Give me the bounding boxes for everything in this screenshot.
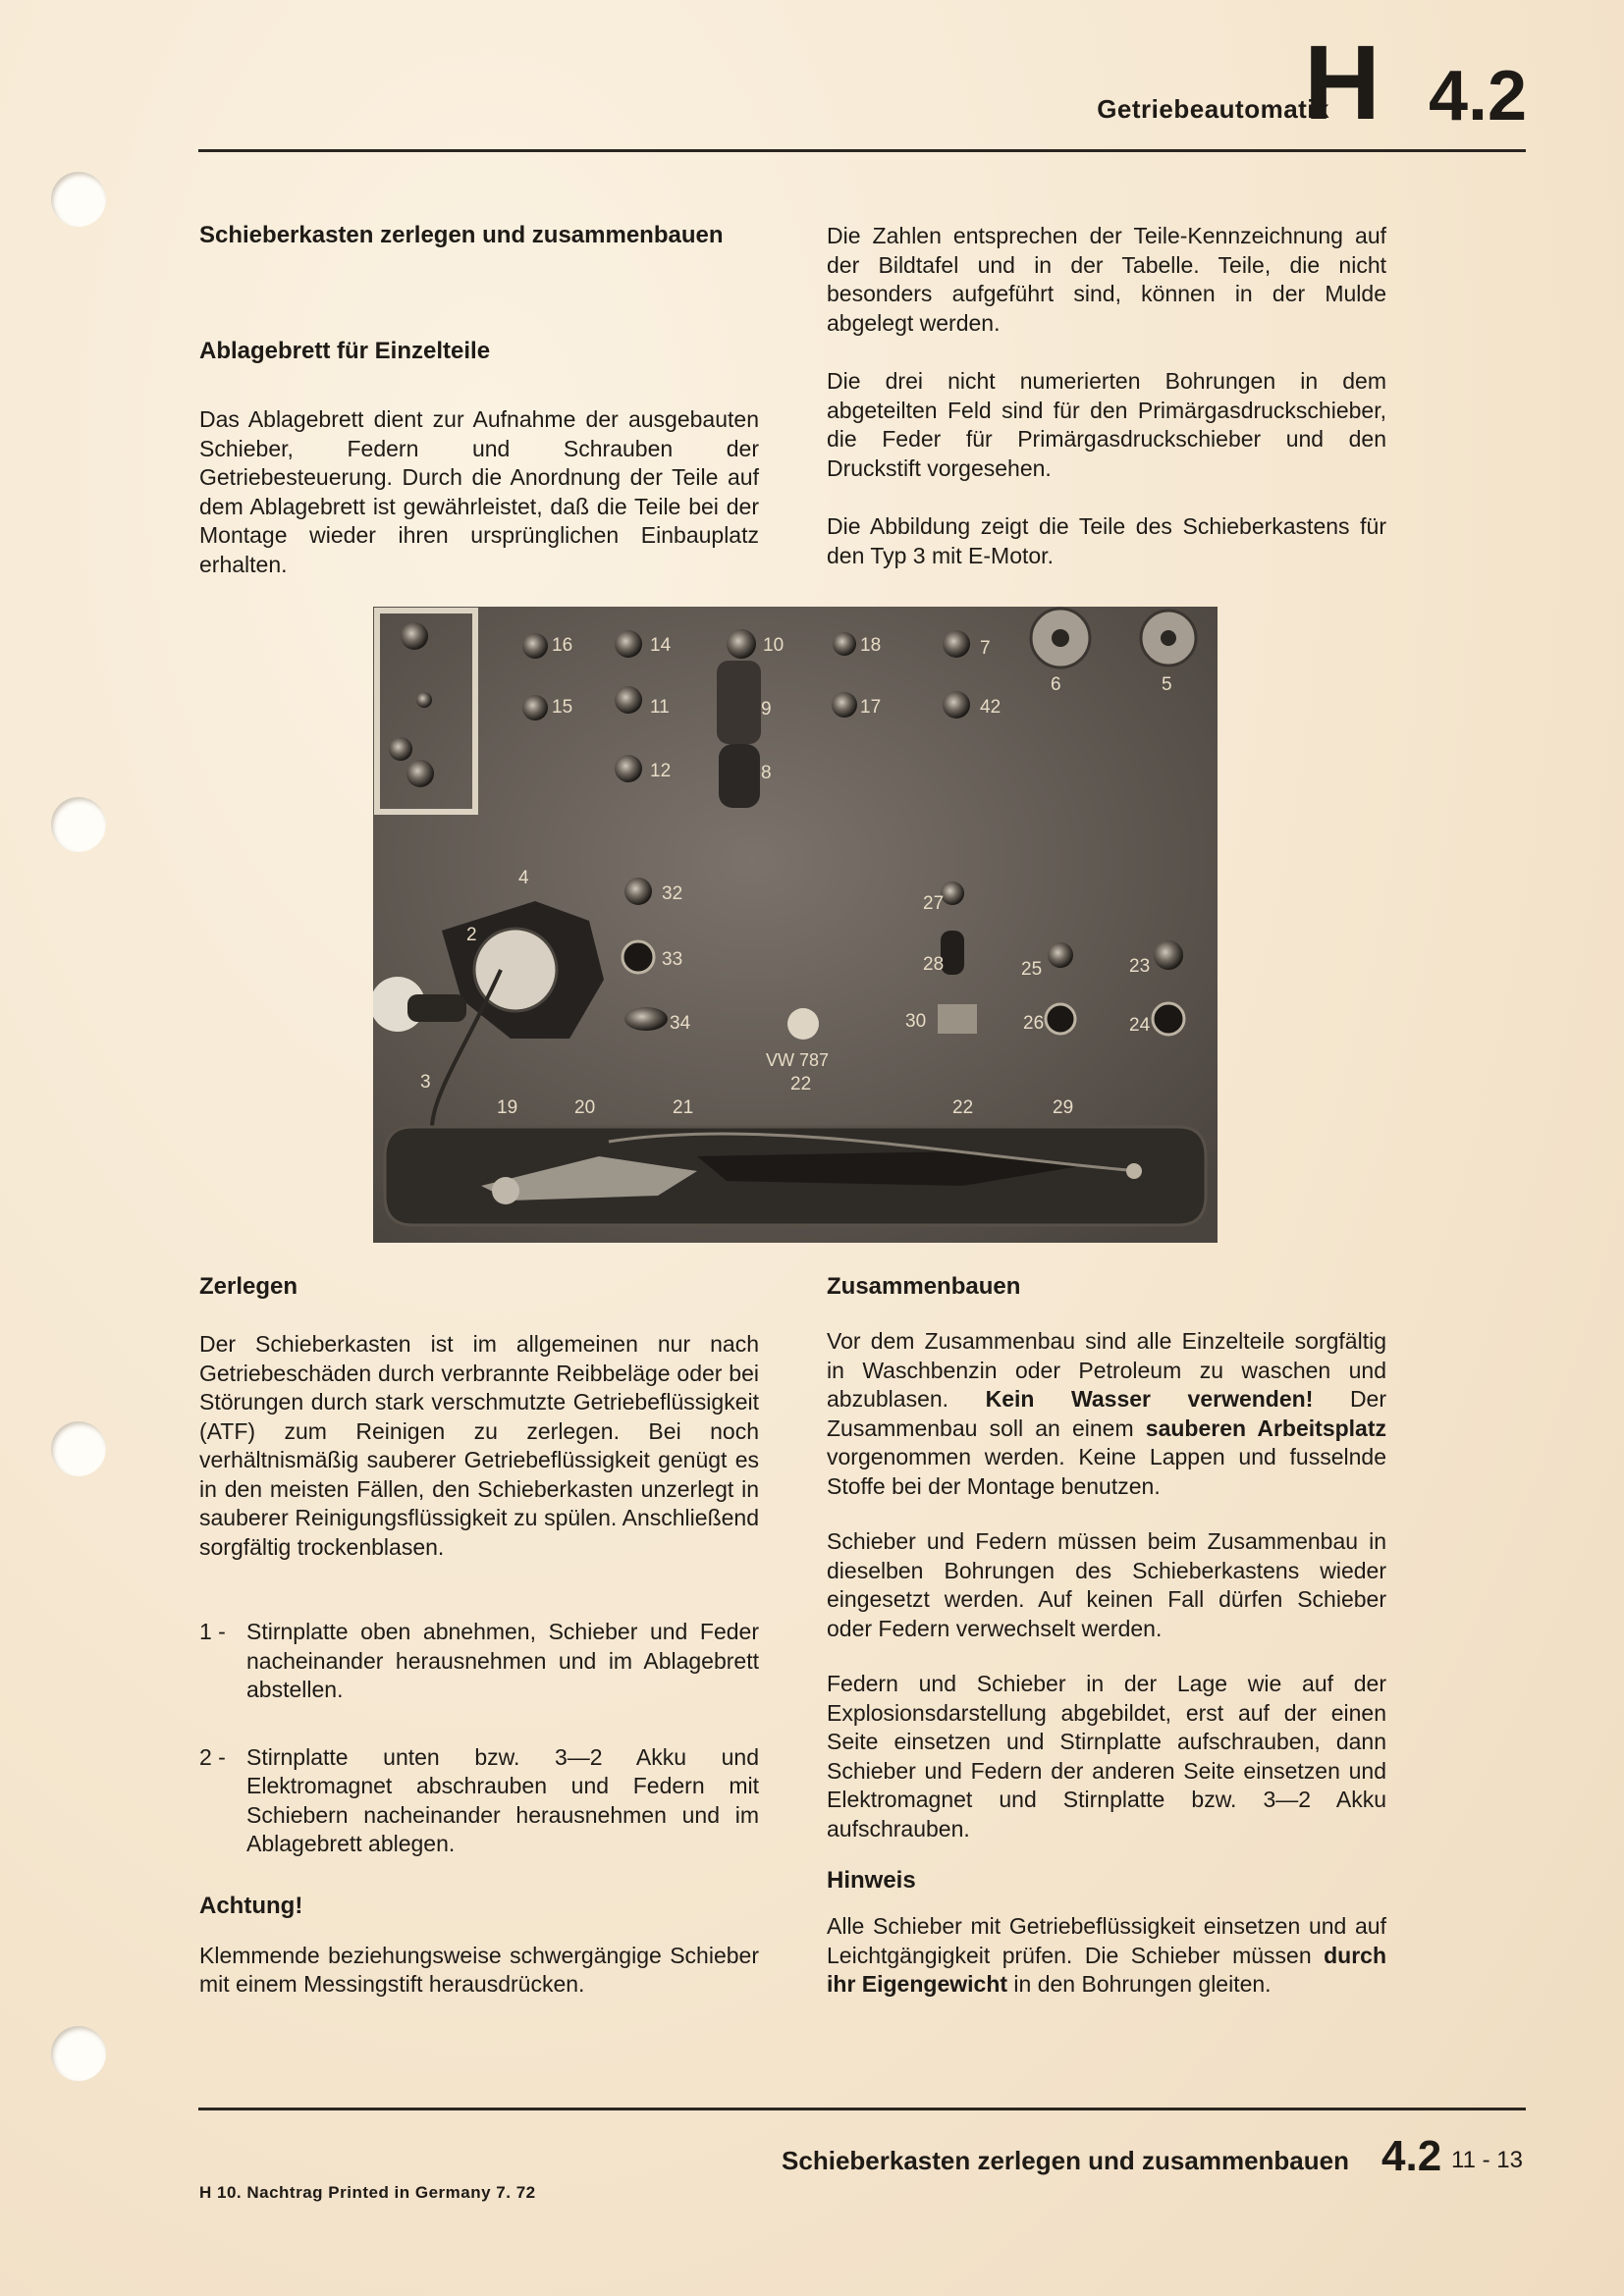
zusammenbauen-paragraph <box>827 1327 1386 1501</box>
header-title: Getriebeautomatik <box>1097 94 1329 124</box>
part-label-20: 20 <box>574 1097 596 1118</box>
section-letter: H <box>1304 23 1380 141</box>
part-label-23: 23 <box>1129 956 1151 977</box>
part-label-29: 29 <box>1053 1097 1074 1118</box>
part-label-18: 18 <box>860 635 882 656</box>
left-top-column <box>199 222 759 579</box>
part-label-4: 4 <box>518 868 529 888</box>
part-label-28: 28 <box>923 954 945 975</box>
part-label-30: 30 <box>905 1011 927 1032</box>
punch-hole <box>51 797 106 852</box>
assembly-sequence-paragraph: Federn und Schieber in der Lage wie auf der Explosionsdarstellung abgebildet, erst auf der einen Seite einsetzen und Stirnplatte aufschrauben, dann Schieber und Federn der anderen Seite einsetzen und Elektromagnet und Stirnplatte bzw. 3—2 Akku aufschrauben. <box>827 1671 1386 1842</box>
footer-section-number: 4.2 <box>1381 2132 1442 2180</box>
zerlegen-paragraph: Der Schieberkasten ist im allgemeinen nur nach Getriebeschäden durch verbrannte Reibbeläge oder bei Störungen durch stark verschmutzte Getriebeflüssigkeit (ATF) zum Reinigen zu zerlegen. Bei noch verhältnismäßig sauberer Getriebeflüssigkeit genügt es in den meisten Fällen, den Schieberkasten unzerlegt in sauberer Reinigungsflüssigkeit zu spülen. Anschließend sorgfältig trockenblasen. <box>199 1331 759 1560</box>
part-label-22: 22 <box>952 1097 974 1118</box>
footer-rule <box>198 2108 1526 2110</box>
achtung-paragraph: Klemmende beziehungsweise schwergängige Schieber mit einem Messingstift herausdrücken. <box>199 1942 759 1997</box>
part-label-26: 26 <box>1023 1013 1045 1034</box>
part-label-19: 19 <box>497 1097 518 1118</box>
section-heading: Schieberkasten zerlegen und zusammenbauen <box>199 222 724 248</box>
part-label-6: 6 <box>1051 674 1061 695</box>
achtung-heading: Achtung! <box>199 1892 303 1919</box>
part-label-8: 8 <box>761 763 772 783</box>
part-label-10: 10 <box>763 635 785 656</box>
warning-no-water: Kein Wasser verwenden! <box>985 1386 1314 1412</box>
part-label-33: 33 <box>662 949 683 970</box>
part-label-21: 21 <box>673 1097 694 1118</box>
part-label-15: 15 <box>552 697 573 718</box>
part-label-34: 34 <box>670 1013 691 1034</box>
figure-caption-paragraph: Die Abbildung zeigt die Teile des Schieberkastens für den Typ 3 mit E-Motor. <box>827 513 1386 568</box>
footer-title: Schieberkasten zerlegen und zusammenbauen <box>782 2146 1349 2175</box>
subheading-ablagebrett: Ablagebrett für Einzelteile <box>199 338 491 364</box>
zerlegen-step-list <box>199 1618 759 1859</box>
header-rule <box>198 149 1526 152</box>
hinweis-heading: Hinweis <box>827 1867 916 1894</box>
part-label-12: 12 <box>650 761 672 781</box>
step-text: Stirnplatte unten bzw. 3—2 Akku und Elektromagnet abschrauben und Federn mit Schiebern nacheinander herausnehmen und im Ablagebrett ablegen. <box>246 1743 759 1856</box>
part-label-14: 14 <box>650 635 672 656</box>
zusammenbauen-column <box>827 1273 1386 2000</box>
text-run: Alle Schieber mit Getriebeflüssigkeit einsetzen und auf Leichtgängigkeit prüfen. Die Schieber müssen <box>827 1913 1386 1968</box>
zerlegen-heading: Zerlegen <box>199 1273 298 1300</box>
part-label-2: 2 <box>466 925 477 945</box>
step-number: 1 - <box>199 1619 226 1644</box>
part-label-9: 9 <box>761 699 772 720</box>
part-label-24: 24 <box>1129 1015 1151 1036</box>
zerlegen-column <box>199 1273 759 2000</box>
section-number: 4.2 <box>1429 57 1528 135</box>
hinweis-paragraph <box>827 1912 1386 2000</box>
part-label-42: 42 <box>980 697 1001 718</box>
parts-tray-photo <box>373 607 1218 1243</box>
step-number: 2 - <box>199 1743 226 1770</box>
part-label-16: 16 <box>552 635 573 656</box>
board-stamp: VW 787 <box>766 1050 830 1070</box>
ablagebrett-paragraph: Das Ablagebrett dient zur Aufnahme der ausgebauten Schieber, Federn und Schrauben der Getriebesteuerung. Durch die Anordnung der Teile auf dem Ablagebrett ist gewährleistet, daß die Teile bei der Montage wieder ihren ursprünglichen Einbauplatz erhalten. <box>199 406 759 577</box>
part-label-17: 17 <box>860 697 882 718</box>
punch-hole <box>51 172 106 227</box>
part-label-11: 11 <box>650 697 670 718</box>
part-label-5: 5 <box>1162 674 1172 695</box>
part-label-32: 32 <box>662 883 683 904</box>
zerlegen-step <box>199 1618 759 1705</box>
bores-paragraph: Die drei nicht numerierten Bohrungen in dem abgeteilten Feld sind für den Primärgasdruckschieber, die Feder für Primärgasdruckschieber und den Druckstift vorgesehen. <box>827 368 1386 481</box>
punch-hole <box>51 1421 106 1476</box>
footer-imprint: H 10. Nachtrag Printed in Germany 7. 72 <box>199 2183 536 2202</box>
parts-numbers-paragraph: Die Zahlen entsprechen der Teile-Kennzeichnung auf der Bildtafel und in der Tabelle. Teile, die nicht besonders aufgeführt sind, können in der Mulde abgelegt werden. <box>827 223 1386 336</box>
text-run: in den Bohrungen gleiten. <box>1013 1971 1272 1997</box>
step-text: Stirnplatte oben abnehmen, Schieber und Feder nacheinander herausnehmen und im Ablagebrett abstellen. <box>246 1619 759 1702</box>
part-label-3: 3 <box>420 1072 431 1093</box>
part-label-25: 25 <box>1021 959 1043 980</box>
zusammenbauen-heading: Zusammenbauen <box>827 1273 1021 1300</box>
bores-order-paragraph: Schieber und Federn müssen beim Zusammenbau in dieselben Bohrungen des Schieberkastens wieder eingesetzt werden. Auf keinen Fall dürfen Schieber oder Federn verwechselt werden. <box>827 1528 1386 1641</box>
part-label-7: 7 <box>980 638 991 659</box>
punch-hole <box>51 2026 106 2081</box>
text-run: Der Zusammenbau soll an einem <box>827 1386 1386 1441</box>
right-top-column <box>827 222 1386 570</box>
clean-workplace-emphasis: sauberen Arbeitsplatz <box>1145 1415 1386 1441</box>
part-label-22: 22 <box>790 1074 812 1095</box>
footer-page-number: 11 - 13 <box>1451 2147 1523 2173</box>
own-weight-emphasis: durch ihr Eigengewicht <box>827 1942 1386 1997</box>
text-run: vorgenommen werden. Keine Lappen und fusselnde Stoffe bei der Montage benutzen. <box>827 1444 1386 1499</box>
zerlegen-step <box>199 1743 759 1859</box>
part-label-27: 27 <box>923 893 945 914</box>
text-run: Vor dem Zusammenbau sind alle Einzelteile sorgfältig in Waschbenzin oder Petroleum zu waschen und abzublasen. <box>827 1328 1386 1412</box>
